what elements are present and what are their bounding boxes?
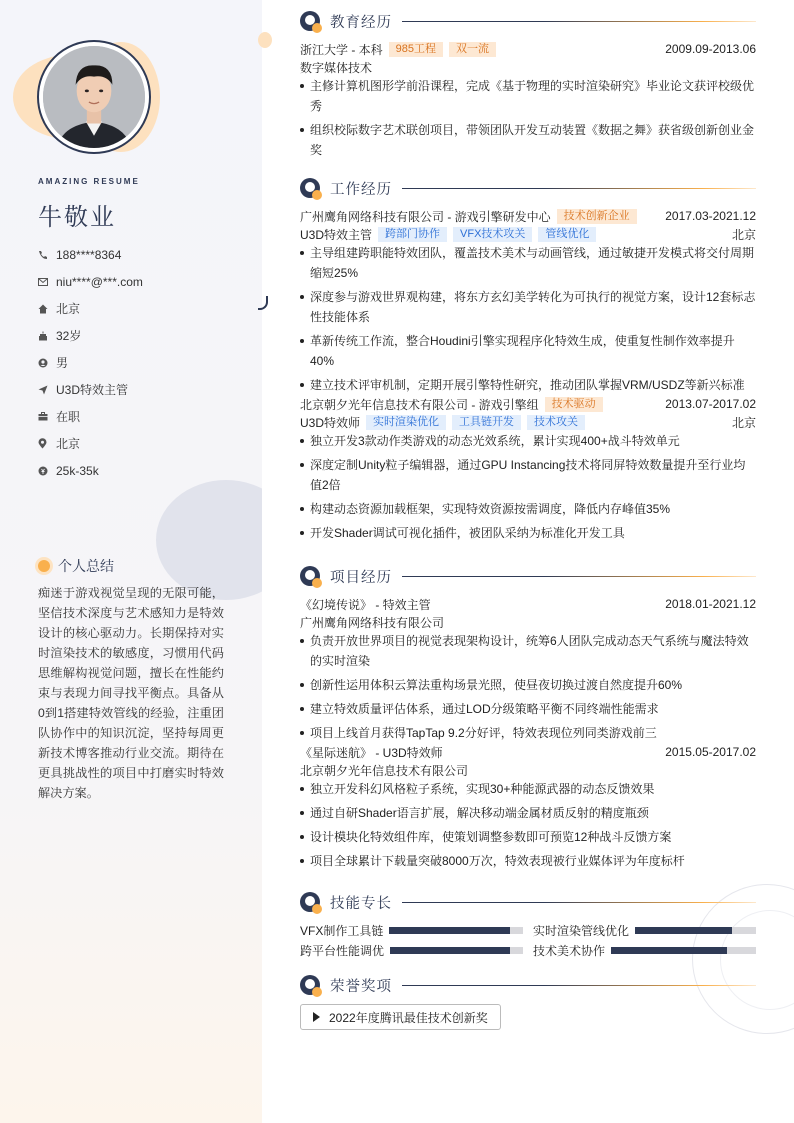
list-item: 构建动态资源加载框架，实现特效资源按需调度，降低内存峰值35%: [300, 499, 756, 519]
info-text: 北京: [56, 437, 81, 451]
info-text: 32岁: [56, 329, 82, 343]
company-tag: 技术创新企业: [557, 209, 637, 224]
info-email: [38, 268, 248, 295]
skill-name: VFX制作工具链: [300, 923, 384, 938]
skill-bar: [635, 927, 756, 934]
section-divider: [402, 21, 756, 22]
list-item: 主修计算机图形学前沿课程，完成《基于物理的实时渲染研究》毕业论文获评校级优秀: [300, 76, 756, 116]
bullet-dot-icon: [38, 560, 50, 572]
summary-text: 痴迷于游戏视觉呈现的无限可能，坚信技术深度与艺术感知力是特效设计的核心驱动力。长期保持对实时渲染技术的敏感度，习惯用代码思维解构视觉问题，擅长在性能约束与表现力间寻找平衡点。具备从0到1搭建特效管线的经验，注重团队协作中的知识沉淀，坚持每周更新技术博客推动行业交流。期待在更具挑战性的项目中打磨实时特效解决方案。: [38, 586, 224, 800]
education-section: [300, 10, 756, 164]
project-company: 广州鹰角网络科技有限公司: [300, 615, 445, 630]
info-location: [38, 430, 248, 457]
school-name: 浙江大学 - 本科: [300, 42, 383, 57]
role-tag: 实时渲染优化: [366, 415, 446, 430]
list-item: 主导组建跨职能特效团队，覆盖技术美术与动画管线，通过敏捷开发模式将交付周期缩短25%: [300, 243, 756, 283]
role-tag: 管线优化: [538, 227, 596, 242]
job-company-row: [300, 395, 756, 413]
section-divider: [402, 576, 756, 577]
section-icon: [300, 566, 320, 586]
mail-icon: [38, 278, 56, 286]
list-item: 开发Shader调试可视化插件，被团队采纳为标准化开发工具: [300, 523, 756, 543]
section-divider: [402, 902, 756, 903]
avatar-photo: [43, 46, 145, 148]
education-date: 2009.09-2013.06: [665, 42, 756, 56]
section-divider: [402, 985, 756, 986]
education-bullets: [300, 76, 756, 160]
location-icon: [38, 438, 56, 449]
list-item: 深度参与游戏世界观构建，将东方玄幻美学转化为可执行的视觉方案，设计12套标志性技能体系: [300, 287, 756, 327]
list-item: 设计模块化特效组件库，使策划调整参数即可预览12种战斗反馈方案: [300, 827, 756, 847]
section-title: 工作经历: [330, 181, 392, 198]
avatar: [43, 46, 145, 148]
project-name: 《星际迷航》 - U3D特效师: [300, 745, 443, 760]
skill-name: 技术美术协作: [533, 943, 606, 958]
cake-icon: [38, 331, 56, 341]
job-bullets: [300, 243, 756, 395]
job-role-row: [300, 225, 756, 243]
project-company-row: [300, 613, 756, 631]
info-phone: [38, 241, 248, 268]
project-entry: [300, 595, 756, 743]
play-triangle-icon: [313, 1012, 320, 1022]
list-item: 建立技术评审机制，定期开展引擎特性研究，推动团队掌握VRM/USDZ等新兴标准: [300, 375, 756, 395]
project-date: 2018.01-2021.12: [665, 597, 756, 611]
section-header: [300, 10, 756, 32]
job-bullets: [300, 431, 756, 543]
list-item: 深度定制Unity粒子编辑器，通过GPU Instancing技术将同屏特效数量提升至行业均值2倍: [300, 455, 756, 495]
section-header: [300, 565, 756, 587]
skills-grid: [300, 921, 756, 959]
info-gender: [38, 349, 248, 376]
list-item: 独立开发3款动作类游戏的动态光效系统，累计实现400+战斗特效单元: [300, 431, 756, 451]
section-icon: [300, 975, 320, 995]
role-tag: 跨部门协作: [378, 227, 447, 242]
info-text: niu****@***.com: [56, 274, 143, 289]
project-row: [300, 743, 756, 761]
section-title: 项目经历: [330, 569, 392, 586]
list-item: 负责开放世界项目的视觉表现架构设计，统筹6人团队完成动态天气系统与魔法特效的实时渲染: [300, 631, 756, 671]
projects-section: [300, 565, 756, 875]
sidebar: [0, 0, 262, 1123]
job-date: 2013.07-2017.02: [665, 397, 756, 411]
info-text: 25k-35k: [56, 463, 99, 478]
job-role: U3D特效主管: [300, 227, 373, 242]
school-tag: 双一流: [449, 42, 496, 57]
section-header: [300, 974, 756, 996]
skill-item: [300, 941, 523, 959]
resume-tagline: AMAZING RESUME: [38, 177, 140, 186]
list-item: 项目全球累计下载量突破8000万次，特效表现被行业媒体评为年度标杆: [300, 851, 756, 871]
skill-bar-fill: [635, 927, 732, 934]
summary-heading: [38, 556, 114, 576]
section-icon: [300, 178, 320, 198]
awards-section: [300, 974, 756, 1030]
company-name: 广州鹰角网络科技有限公司 - 游戏引擎研发中心: [300, 209, 551, 224]
role-tag: VFX技术攻关: [453, 227, 532, 242]
skill-bar-fill: [390, 947, 510, 954]
home-icon: [38, 304, 56, 314]
project-entry: [300, 743, 756, 871]
job-entry: [300, 207, 756, 395]
role-tag: 工具链开发: [452, 415, 521, 430]
send-icon: [38, 385, 56, 395]
skill-bar: [611, 947, 756, 954]
info-text: 在职: [56, 410, 81, 424]
awards-list: [300, 1004, 756, 1030]
project-bullets: [300, 779, 756, 871]
info-salary: [38, 457, 248, 484]
list-item: 革新传统工作流，整合Houdini引擎实现程序化特效生成，使重复性制作效率提升40%: [300, 331, 756, 371]
section-title: 技能专长: [330, 895, 392, 912]
skill-item: [300, 921, 523, 939]
section-title: 教育经历: [330, 14, 392, 31]
job-city: 北京: [731, 415, 756, 430]
list-item: 项目上线首月获得TapTap 9.2分好评，特效表现位列同类游戏前三: [300, 723, 756, 743]
project-company: 北京朝夕光年信息技术有限公司: [300, 763, 469, 778]
skill-bar: [389, 927, 523, 934]
work-section: [300, 177, 756, 547]
section-header: [300, 891, 756, 913]
award-item: [300, 1004, 501, 1030]
contact-info: [38, 241, 248, 484]
section-divider: [402, 188, 756, 189]
job-role: U3D特效师: [300, 415, 361, 430]
list-item: 通过自研Shader语言扩展，解决移动端金属材质反射的精度瓶颈: [300, 803, 756, 823]
school-tag: 985工程: [389, 42, 443, 57]
info-position: [38, 376, 248, 403]
list-item: 组织校际数字艺术联创项目，带领团队开发互动装置《数据之舞》获省级创新创业金奖: [300, 120, 756, 160]
project-name: 《幻境传说》 - 特效主管: [300, 597, 431, 612]
list-item: 独立开发科幻风格粒子系统，实现30+种能源武器的动态反馈效果: [300, 779, 756, 799]
info-text: U3D特效主管: [56, 383, 129, 397]
decor-edge-mark: [258, 296, 268, 310]
education-row: [300, 40, 756, 58]
job-role-row: [300, 413, 756, 431]
section-icon: [300, 11, 320, 31]
job-date: 2017.03-2021.12: [665, 209, 756, 223]
skill-bar-fill: [389, 927, 509, 934]
list-item: 建立特效质量评估体系，通过LOD分级策略平衡不同终端性能需求: [300, 699, 756, 719]
role-tag: 技术攻关: [527, 415, 585, 430]
phone-icon: [38, 250, 56, 260]
company-name: 北京朝夕光年信息技术有限公司 - 游戏引擎组: [300, 397, 539, 412]
info-age: [38, 322, 248, 349]
info-home: [38, 295, 248, 322]
job-city: 北京: [731, 227, 756, 242]
avatar-frame: [37, 40, 151, 154]
skill-bar: [390, 947, 523, 954]
salary-icon: [38, 466, 56, 476]
briefcase-icon: [38, 412, 56, 421]
info-text: 188****8364: [56, 247, 122, 262]
job-entry: [300, 395, 756, 543]
major-row: [300, 58, 756, 76]
skill-bar-fill: [611, 947, 727, 954]
project-bullets: [300, 631, 756, 743]
section-header: [300, 177, 756, 199]
list-item: 创新性运用体积云算法重构场景光照，使昼夜切换过渡自然度提升60%: [300, 675, 756, 695]
company-tag: 技术驱动: [545, 397, 603, 412]
info-text: 北京: [56, 302, 81, 316]
skills-section: [300, 891, 756, 959]
info-text: 男: [56, 356, 69, 370]
candidate-name: 牛敬业: [38, 203, 116, 231]
skill-name: 跨平台性能调优: [300, 943, 385, 958]
project-row: [300, 595, 756, 613]
section-icon: [300, 892, 320, 912]
project-date: 2015.05-2017.02: [665, 745, 756, 759]
summary-title: 个人总结: [58, 558, 114, 574]
skill-name: 实时渲染管线优化: [533, 923, 630, 938]
person-icon: [38, 358, 56, 368]
decor-circle: [156, 480, 262, 600]
skill-item: [533, 941, 756, 959]
award-name: 2022年度腾讯最佳技术创新奖: [329, 1010, 488, 1025]
info-status: [38, 403, 248, 430]
section-title: 荣誉奖项: [330, 978, 392, 995]
major: 数字媒体技术: [300, 60, 373, 75]
decor-edge-mark: [258, 32, 272, 48]
skill-item: [533, 921, 756, 939]
project-company-row: [300, 761, 756, 779]
job-company-row: [300, 207, 756, 225]
